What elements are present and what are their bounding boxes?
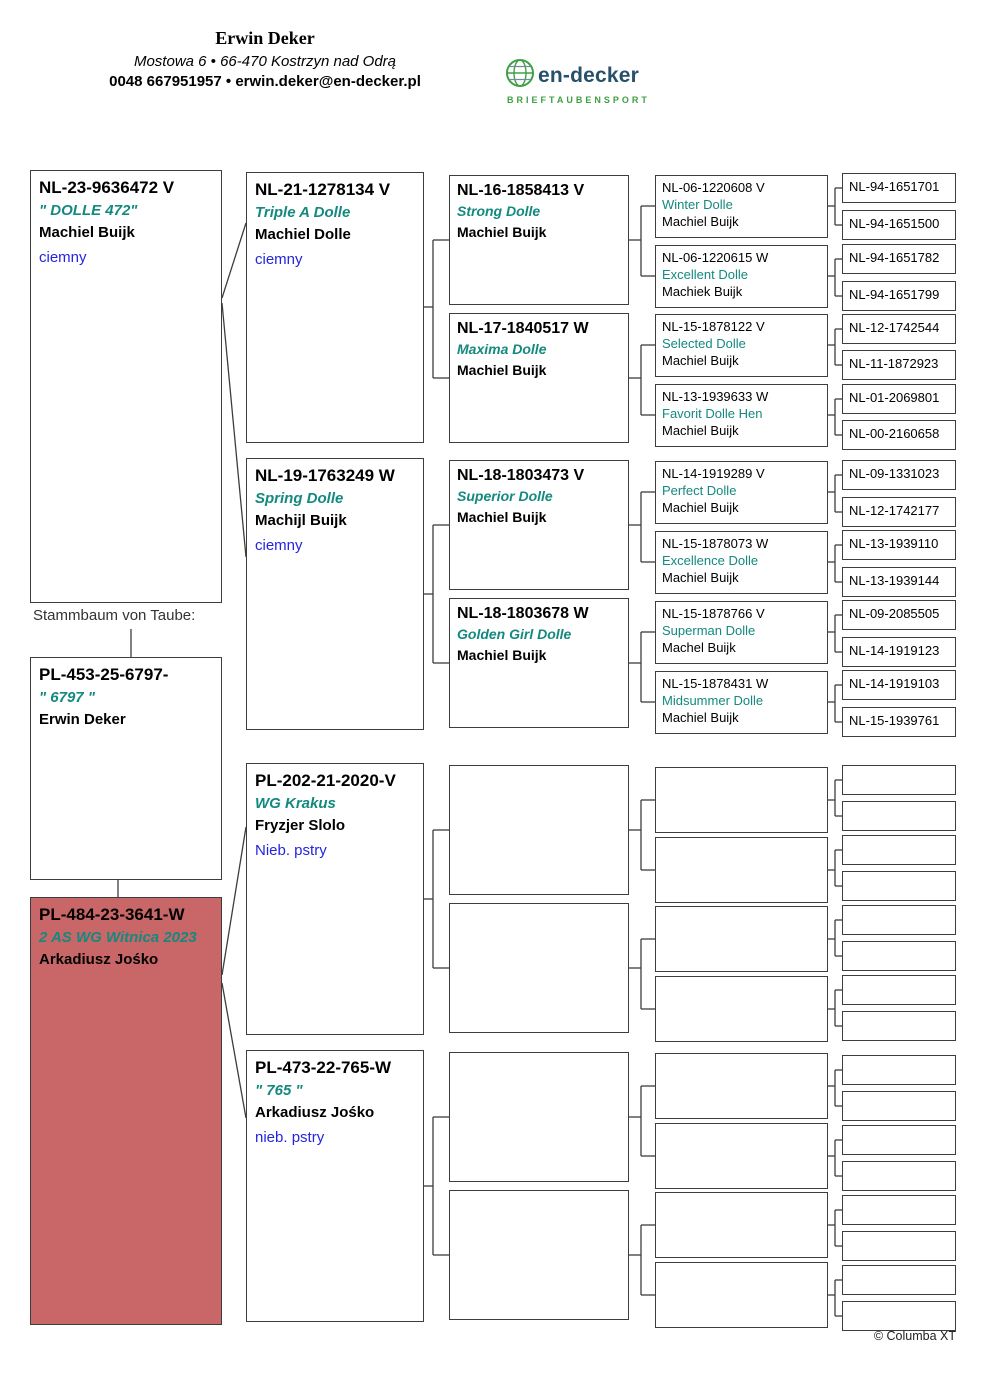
pigeon-breeder: Machiel Buijk	[662, 570, 739, 585]
pedigree-box-dam	[30, 897, 222, 1325]
pigeon-breeder: Machel Buijk	[662, 640, 736, 655]
pigeon-breeder: Machiel Dolle	[255, 226, 351, 243]
pedigree-box-empty	[842, 1231, 956, 1261]
ring-number: NL-13-1939144	[849, 573, 940, 588]
pedigree-box-gen5-12	[842, 567, 956, 597]
ring-number: PL-202-21-2020-V	[255, 771, 396, 790]
ring-number: NL-14-1919289 V	[662, 466, 765, 481]
pedigree-box-gen4-3	[655, 314, 828, 377]
ring-number: NL-18-1803473 V	[457, 467, 585, 484]
ring-number: NL-09-2085505	[849, 606, 940, 621]
pedigree-box-empty	[842, 765, 956, 795]
tree-label: Stammbaum von Taube:	[33, 607, 196, 624]
pedigree-box-empty	[842, 1265, 956, 1295]
pedigree-box-empty	[842, 905, 956, 935]
pedigree-box-gen4-5	[655, 461, 828, 524]
breeder-name: Erwin Deker	[215, 28, 315, 48]
ring-number: NL-21-1278134 V	[255, 180, 391, 199]
brand-name: en-decker	[538, 63, 640, 87]
ring-number: NL-14-1919123	[849, 643, 940, 658]
pedigree-box-empty	[842, 1301, 956, 1331]
pedigree-box-empty	[655, 976, 828, 1042]
pigeon-name: Maxima Dolle	[457, 341, 547, 357]
pedigree-box-gen3-1	[449, 175, 629, 305]
pedigree-box-empty	[842, 1091, 956, 1121]
pedigree-box-gen4-1	[655, 175, 828, 238]
ring-number: NL-00-2160658	[849, 426, 940, 441]
pigeon-breeder: Arkadiusz Jośko	[39, 951, 159, 968]
pigeon-breeder: Machiel Buijk	[662, 500, 739, 515]
pedigree-box-subject	[30, 657, 222, 880]
ring-number: NL-19-1763249 W	[255, 466, 395, 485]
pedigree-box-empty	[842, 1161, 956, 1191]
pigeon-breeder: Machiel Buijk	[662, 353, 739, 368]
ring-number: NL-12-1742177	[849, 503, 940, 518]
pigeon-name: Superman Dolle	[662, 623, 756, 638]
pigeon-name: Midsummer Dolle	[662, 693, 764, 708]
pedigree-box-sire	[30, 170, 222, 603]
pigeon-name: 2 AS WG Witnica 2023	[39, 929, 197, 946]
software-credit: © Columba XT	[873, 1329, 956, 1343]
pigeon-name: Excellent Dolle	[662, 267, 748, 282]
pigeon-breeder: Machiel Buijk	[39, 224, 135, 241]
pigeon-breeder: Machiel Buijk	[662, 423, 739, 438]
pedigree-box-gen3-2	[449, 313, 629, 443]
pigeon-breeder: Erwin Deker	[39, 711, 126, 728]
pedigree-box-gen2-3	[246, 763, 424, 1035]
pigeon-breeder: Machiel Buijk	[457, 509, 547, 525]
ring-number: NL-94-1651500	[849, 216, 940, 231]
pedigree-box-empty	[655, 906, 828, 972]
pedigree-box-gen5-15	[842, 670, 956, 700]
pedigree-box-gen5-11	[842, 530, 956, 560]
pigeon-name: Favorit Dolle Hen	[662, 406, 763, 421]
ring-number: NL-16-1858413 V	[457, 182, 585, 199]
pedigree-box-gen5-8	[842, 420, 956, 450]
color-description: ciemny	[255, 537, 303, 554]
pedigree-box-gen5-5	[842, 314, 956, 344]
ring-number: NL-15-1878122 V	[662, 319, 765, 334]
pedigree-box-empty	[449, 1190, 629, 1320]
pedigree-box-empty	[655, 1262, 828, 1328]
pigeon-name: Perfect Dolle	[662, 483, 737, 498]
pedigree-box-gen5-16	[842, 707, 956, 737]
pigeon-name: Triple A Dolle	[255, 204, 351, 221]
pedigree-box-empty	[449, 1052, 629, 1182]
color-description: nieb. pstry	[255, 1129, 325, 1146]
pedigree-box-gen4-2	[655, 245, 828, 308]
ring-number: NL-94-1651799	[849, 287, 940, 302]
pedigree-box-gen5-6	[842, 350, 956, 380]
pigeon-name: Strong Dolle	[457, 203, 541, 219]
pigeon-breeder: Machiek Buijk	[662, 284, 743, 299]
pigeon-name: Spring Dolle	[255, 490, 344, 507]
globe-icon	[505, 58, 535, 93]
breeder-address: Mostowa 6 • 66-470 Kostrzyn nad Odrą	[133, 53, 397, 70]
pigeon-name: " DOLLE 472"	[39, 202, 138, 219]
ring-number: NL-14-1919103	[849, 676, 940, 691]
pedigree-box-gen3-4	[449, 598, 629, 728]
pigeon-name: " 765 "	[255, 1082, 303, 1099]
pedigree-box-gen5-2	[842, 210, 956, 240]
pedigree-box-gen2-2	[246, 458, 424, 730]
pedigree-box-empty	[449, 765, 629, 895]
pedigree-box-empty	[842, 975, 956, 1005]
pedigree-box-gen5-4	[842, 281, 956, 311]
color-description: Nieb. pstry	[255, 842, 327, 859]
ring-number: NL-15-1878431 W	[662, 676, 769, 691]
pedigree-box-empty	[655, 1192, 828, 1258]
pedigree-box-gen5-10	[842, 497, 956, 527]
pedigree-box-empty	[842, 1011, 956, 1041]
pedigree-box-empty	[842, 1195, 956, 1225]
pedigree-box-empty	[842, 835, 956, 865]
pedigree-box-gen5-3	[842, 244, 956, 274]
ring-number: NL-13-1939110	[849, 536, 939, 551]
pedigree-box-empty	[842, 801, 956, 831]
ring-number: NL-01-2069801	[849, 390, 940, 405]
pedigree-box-gen5-14	[842, 637, 956, 667]
pedigree-box-empty	[842, 941, 956, 971]
ring-number: NL-11-1872923	[849, 356, 939, 371]
pedigree-box-empty	[842, 1125, 956, 1155]
pigeon-name: Winter Dolle	[662, 197, 733, 212]
pigeon-breeder: Machiel Buijk	[662, 214, 739, 229]
header	[85, 28, 445, 90]
brand-tagline: BRIEFTAUBENSPORT	[507, 95, 650, 105]
pedigree-box-empty	[449, 903, 629, 1033]
pedigree-box-gen5-1	[842, 173, 956, 203]
pedigree-box-empty	[842, 871, 956, 901]
pigeon-breeder: Machiel Buijk	[457, 647, 547, 663]
pigeon-breeder: Fryzjer Slolo	[255, 817, 346, 834]
pedigree-box-empty	[655, 1123, 828, 1189]
pigeon-breeder: Machiel Buijk	[662, 710, 739, 725]
pigeon-name: Golden Girl Dolle	[457, 626, 572, 642]
ring-number: NL-94-1651701	[849, 179, 940, 194]
pedigree-box-gen4-4	[655, 384, 828, 447]
color-description: ciemny	[39, 249, 87, 266]
pedigree-box-gen2-1	[246, 172, 424, 443]
pedigree-box-empty	[655, 767, 828, 833]
brand-logo	[505, 58, 655, 105]
ring-number: NL-13-1939633 W	[662, 389, 769, 404]
pedigree-box-gen5-13	[842, 600, 956, 630]
pigeon-name: Excellence Dolle	[662, 553, 759, 568]
pedigree-box-gen4-8	[655, 671, 828, 734]
pigeon-breeder: Machijl Buijk	[255, 512, 347, 529]
pedigree-box-gen5-9	[842, 460, 956, 490]
pedigree-box-gen3-3	[449, 460, 629, 590]
pedigree-box-gen5-7	[842, 384, 956, 414]
ring-number: NL-06-1220615 W	[662, 250, 769, 265]
pigeon-name: " 6797 "	[39, 689, 95, 706]
ring-number: NL-12-1742544	[849, 320, 940, 335]
pigeon-breeder: Machiel Buijk	[457, 362, 547, 378]
ring-number: NL-94-1651782	[849, 250, 940, 265]
pedigree-box-empty	[842, 1055, 956, 1085]
ring-number: NL-09-1331023	[849, 466, 940, 481]
pedigree-box-gen2-4	[246, 1050, 424, 1322]
breeder-contact: 0048 667951957 • erwin.deker@en-decker.pl	[109, 73, 421, 90]
ring-number: NL-23-9636472 V	[39, 178, 175, 197]
pedigree-box-empty	[655, 837, 828, 903]
color-description: ciemny	[255, 251, 303, 268]
ring-number: NL-18-1803678 W	[457, 605, 589, 622]
ring-number: NL-17-1840517 W	[457, 320, 589, 337]
ring-number: NL-15-1878766 V	[662, 606, 765, 621]
pigeon-name: Selected Dolle	[662, 336, 746, 351]
ring-number: NL-06-1220608 V	[662, 180, 765, 195]
pedigree-box-gen4-6	[655, 531, 828, 594]
pedigree-box-empty	[655, 1053, 828, 1119]
ring-number: PL-473-22-765-W	[255, 1058, 392, 1077]
pigeon-name: Superior Dolle	[457, 488, 553, 504]
pigeon-name: WG Krakus	[255, 795, 336, 812]
pigeon-breeder: Arkadiusz Jośko	[255, 1104, 375, 1121]
ring-number: NL-15-1878073 W	[662, 536, 769, 551]
ring-number: PL-453-25-6797-	[39, 665, 169, 684]
pigeon-breeder: Machiel Buijk	[457, 224, 547, 240]
pedigree-box-gen4-7	[655, 601, 828, 664]
ring-number: NL-15-1939761	[849, 713, 940, 728]
ring-number: PL-484-23-3641-W	[39, 905, 185, 924]
